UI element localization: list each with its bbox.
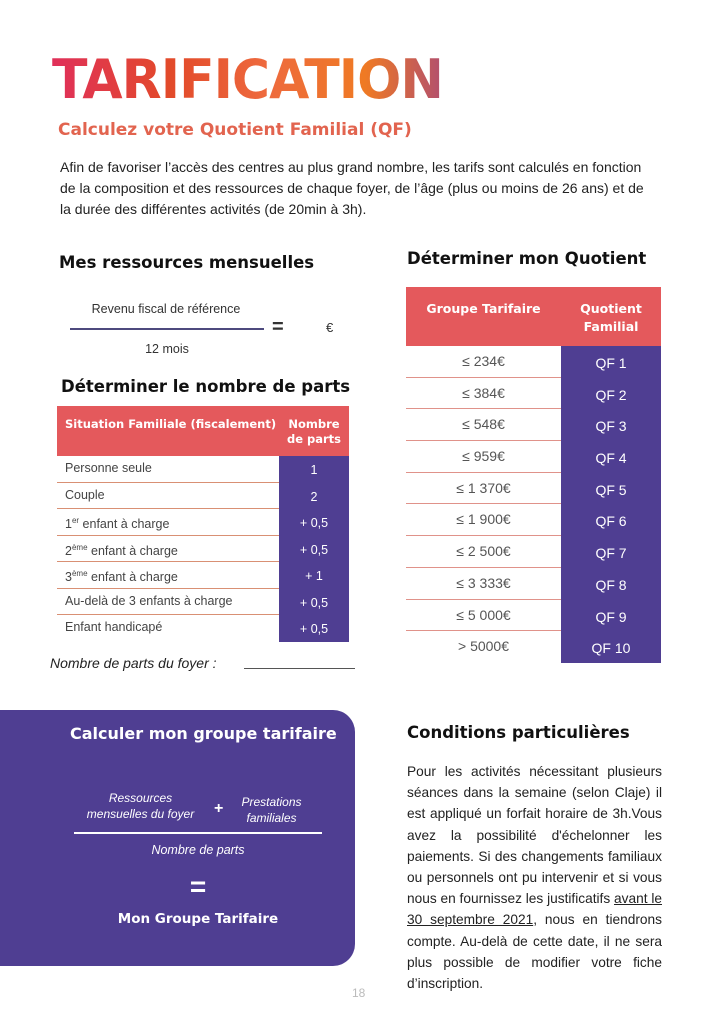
equals-sign: = [189, 871, 207, 902]
conditions-text-end: , nous en tiendrons compte. Au-delà de cette date, il ne sera plus possible de modifier votre fiche d’inscription. [407, 912, 662, 992]
calcul-denominator: Nombre de parts [151, 843, 245, 857]
calcul-term-prestations: Prestations familiales [241, 795, 302, 825]
parts-value-cell: + 0,5 [279, 536, 349, 563]
calcul-result: Mon Groupe Tarifaire [117, 911, 279, 927]
groupe-range-cell: ≤ 1 370€ [406, 473, 561, 505]
parts-value-cell: + 1 [279, 562, 349, 589]
groupe-range-cell: ≤ 384€ [406, 378, 561, 410]
ressources-numerator: Revenu fiscal de référence [91, 302, 241, 316]
parts-heading: Déterminer le nombre de parts [61, 377, 351, 396]
parts-value-cell: + 0,5 [279, 589, 349, 616]
conditions-text: Pour les activités nécessitant plusieurs séances dans la semaine (selon Claje) il est appliqué un forfait horaire de 3h.Vous avez la possibilité d'échelonner les paiements. Si des changements familiaux ou personnels ont pu intervenir et si vous nous en fournissez les justificatifs [407, 764, 662, 907]
qf-cell: QF 8 [561, 568, 661, 600]
situation-cell [57, 456, 279, 483]
qf-cell: QF 6 [561, 504, 661, 536]
header-situation: Situation Familiale (fiscalement) [65, 417, 277, 431]
parts-table-header [57, 406, 349, 456]
quotient-table-row [406, 473, 661, 505]
situation-cell [57, 615, 279, 642]
foyer-parts-blank [244, 668, 355, 669]
situation-cell [57, 509, 279, 536]
qf-cell: QF 1 [561, 346, 661, 378]
ordinal-suffix: ème [71, 542, 88, 552]
situation-cell [57, 562, 279, 589]
quotient-table-row [406, 504, 661, 536]
quotient-heading: Déterminer mon Quotient [407, 249, 647, 268]
qf-cell: QF 2 [561, 378, 661, 410]
quotient-table-row [406, 346, 661, 378]
fraction-bar [70, 328, 264, 330]
groupe-range-cell: ≤ 3 333€ [406, 568, 561, 600]
groupe-range-cell: ≤ 5 000€ [406, 600, 561, 632]
plus-sign: + [214, 800, 224, 817]
groupe-range-cell: ≤ 234€ [406, 346, 561, 378]
parts-value-cell: + 0,5 [279, 615, 349, 642]
header-groupe-tarifaire: Groupe Tarifaire [426, 301, 541, 316]
calcul-panel [0, 710, 355, 966]
situation-text-rest: enfant à charge [87, 570, 178, 584]
situation-cell [57, 536, 279, 563]
qf-cell: QF 9 [561, 600, 661, 632]
quotient-table-row [406, 536, 661, 568]
parts-table-row [57, 589, 349, 616]
groupe-range-cell: ≤ 2 500€ [406, 536, 561, 568]
calcul-term-ressources: Ressources mensuelles du foyer [86, 791, 195, 821]
ordinal-suffix: ème [71, 569, 88, 578]
page-number: 18 [352, 986, 366, 1000]
quotient-table [406, 287, 661, 663]
quotient-table-row [406, 441, 661, 473]
conditions-paragraph [407, 761, 662, 994]
situation-text-rest: enfant à charge [79, 517, 170, 531]
euro-unit: € [326, 320, 334, 335]
page-title: TARIFICATION [52, 48, 443, 112]
parts-value-cell: 1 [279, 456, 349, 483]
parts-value-cell: + 0,5 [279, 509, 349, 536]
quotient-table-row [406, 378, 661, 410]
groupe-range-cell: > 5000€ [458, 638, 509, 655]
groupe-range-cell: ≤ 548€ [406, 409, 561, 441]
groupe-range-cell: ≤ 959€ [406, 441, 561, 473]
ressources-heading: Mes ressources mensuelles [59, 253, 315, 272]
situation-text: 1 [65, 517, 72, 531]
situation-text: 2 [65, 543, 72, 558]
situation-text: 3 [65, 570, 72, 584]
quotient-table-row [406, 631, 661, 663]
ressources-denominator: 12 mois [145, 342, 189, 356]
situation-text: Personne seule [65, 461, 152, 475]
page-subtitle: Calculez votre Quotient Familial (QF) [58, 120, 412, 140]
parts-table-row [57, 456, 349, 483]
qf-cell: QF 3 [561, 409, 661, 441]
quotient-table-row [406, 568, 661, 600]
quotient-table-row [406, 600, 661, 632]
equals-sign: = [272, 316, 284, 338]
qf-cell: QF 4 [561, 441, 661, 473]
fraction-bar [74, 832, 322, 834]
calcul-heading: Calculer mon groupe tarifaire [70, 724, 337, 743]
parts-value-cell: 2 [279, 483, 349, 510]
qf-cell: QF 7 [561, 536, 661, 568]
situation-text: Couple [65, 487, 105, 502]
situation-text: Enfant handicapé [65, 620, 163, 634]
situation-cell [57, 589, 279, 616]
intro-paragraph: Afin de favoriser l’accès des centres au plus grand nombre, les tarifs sont calculés en fonction de la composition et des ressources de chaque foyer, de l’âge (plus ou moins de 26 ans) et de la durée des différentes activités (de 20min à 3h). [60, 159, 644, 217]
groupe-range-cell: ≤ 1 900€ [406, 504, 561, 536]
quotient-table-row [406, 409, 661, 441]
ordinal-suffix: er [71, 516, 80, 525]
parts-table [57, 406, 349, 642]
quotient-table-header [406, 287, 661, 346]
parts-table-row [57, 615, 349, 642]
parts-table-row [57, 536, 349, 563]
parts-table-row [57, 562, 349, 589]
situation-cell [57, 483, 279, 510]
deadline-text: avant le 30 septembre 2021 [407, 891, 662, 928]
parts-table-row [57, 509, 349, 536]
conditions-heading: Conditions particulières [407, 723, 630, 742]
situation-text: Au-delà de 3 enfants à charge [65, 593, 233, 608]
header-quotient-familial: Quotient Familial [580, 301, 642, 334]
parts-table-row [57, 483, 349, 510]
qf-cell: QF 10 [561, 631, 661, 663]
foyer-parts-label: Nombre de parts du foyer : [50, 655, 217, 671]
header-nombre-parts: Nombre de parts [286, 417, 342, 446]
situation-text-rest: enfant à charge [87, 543, 178, 558]
qf-cell: QF 5 [561, 473, 661, 505]
